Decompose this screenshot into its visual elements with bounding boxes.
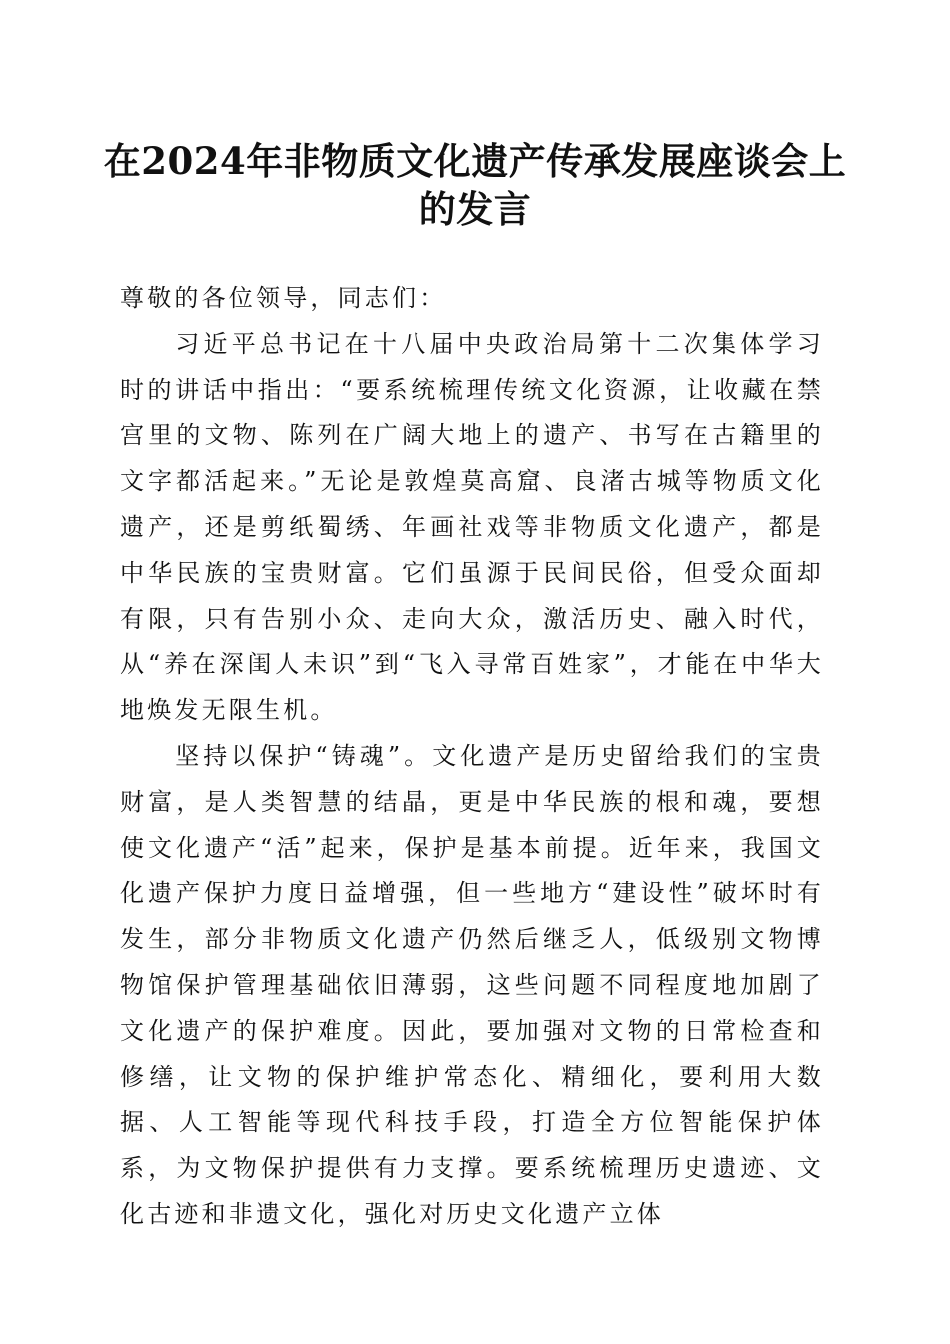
title-line-1: 在2024年非物质文化遗产传承发展座谈会上 (103, 139, 847, 183)
document-body (120, 276, 824, 1238)
paragraph-2: 坚持以保护“铸魂”。文化遗产是历史留给我们的宝贵财富，是人类智慧的结晶，更是中华民族的根和魂，要想使文化遗产“活”起来，保护是基本前提。近年来，我国文化遗产保护力度日益增强，但一些地方“建设性”破坏时有发生，部分非物质文化遗产仍然后继乏人，低级别文物博物馆保护管理基础依旧薄弱，这些问题不同程度地加剧了文化遗产的保护难度。因此，要加强对文物的日常检查和修缮，让文物的保护维护常态化、精细化，要利用大数据、人工智能等现代科技手段，打造全方位智能保护体系，为文物保护提供有力支撑。要系统梳理历史遗迹、文化古迹和非遗文化，强化对历史文化遗产立体 (120, 741, 824, 1228)
paragraph-1: 习近平总书记在十八届中央政治局第十二次集体学习时的讲话中指出：“要系统梳理传统文化资源，让收藏在禁宫里的文物、陈列在广阔大地上的遗产、书写在古籍里的文字都活起来。”无论是敦煌莫高窟、良渚古城等物质文化遗产，还是剪纸蜀绣、年画社戏等非物质文化遗产，都是中华民族的宝贵财富。它们虽源于民间民俗，但受众面却有限，只有告别小众、走向大众，激活历史、融入时代，从“养在深闺人未识”到“飞入寻常百姓家”，才能在中华大地焕发无限生机。 (120, 329, 824, 725)
title-line-2: 的发言 (418, 187, 532, 231)
document-title (100, 137, 850, 233)
salutation: 尊敬的各位领导，同志们： (120, 284, 447, 312)
